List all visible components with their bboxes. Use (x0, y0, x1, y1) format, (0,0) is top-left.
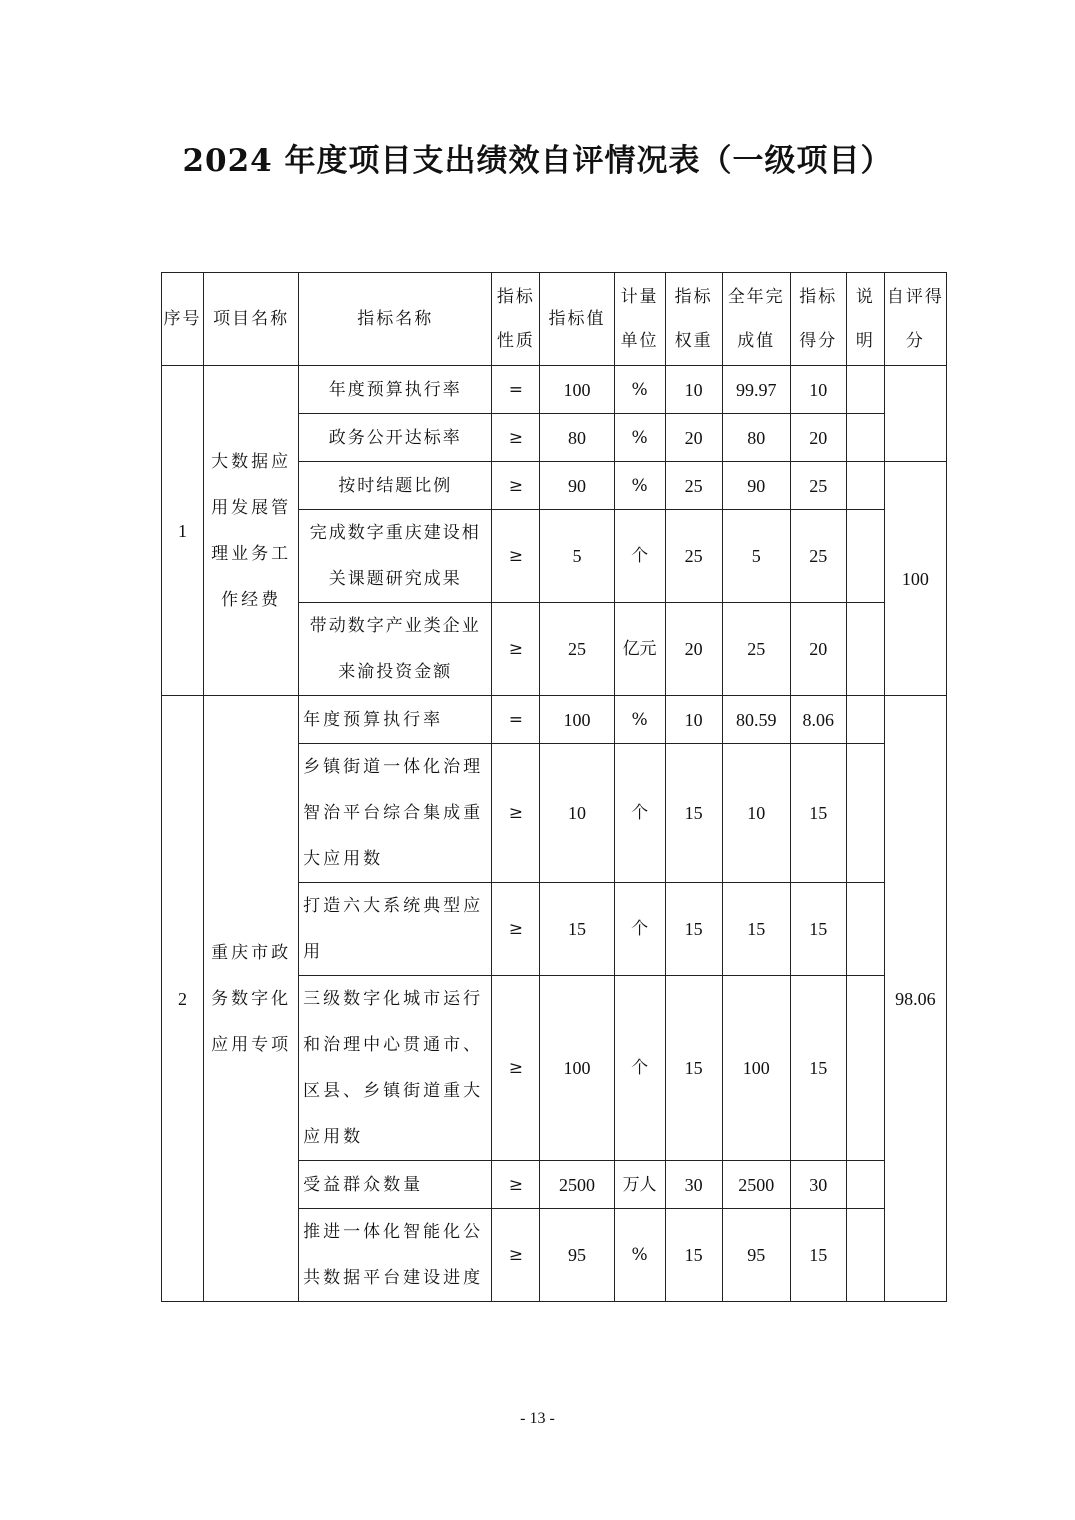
indicator-nature: ≥ (492, 462, 540, 510)
indicator-nature: ≥ (492, 1161, 540, 1209)
indicator-target: 5 (540, 510, 614, 603)
indicator-actual: 80.59 (722, 696, 790, 744)
indicator-note (846, 462, 884, 510)
indicator-note (846, 976, 884, 1161)
indicator-nature: ≥ (492, 510, 540, 603)
indicator-score: 20 (790, 603, 846, 696)
indicator-target: 2500 (540, 1161, 614, 1209)
project-self-score: 100 (884, 462, 946, 696)
indicator-nature: = (492, 366, 540, 414)
page-number: - 13 - (520, 1410, 555, 1427)
indicator-name: 推进一体化智能化公共数据平台建设进度 (299, 1209, 492, 1302)
header-target: 指标值 (540, 273, 614, 366)
indicator-name: 年度预算执行率 (299, 366, 492, 414)
header-project: 项目名称 (204, 273, 299, 366)
header-nature: 指标性质 (492, 273, 540, 366)
indicator-weight: 15 (665, 883, 722, 976)
indicator-note (846, 603, 884, 696)
indicator-score: 25 (790, 462, 846, 510)
indicator-target: 15 (540, 883, 614, 976)
indicator-weight: 20 (665, 603, 722, 696)
indicator-name: 乡镇街道一体化治理智治平台综合集成重大应用数 (299, 744, 492, 883)
indicator-actual: 80 (722, 414, 790, 462)
indicator-actual: 25 (722, 603, 790, 696)
indicator-nature: ≥ (492, 414, 540, 462)
indicator-score: 30 (790, 1161, 846, 1209)
header-note: 说明 (846, 273, 884, 366)
page-title: 2024 年度项目支出绩效自评情况表（一级项目） (182, 143, 893, 179)
indicator-unit: % (614, 366, 665, 414)
indicator-target: 10 (540, 744, 614, 883)
table-row (162, 696, 947, 744)
indicator-score: 15 (790, 744, 846, 883)
indicator-unit: 个 (614, 976, 665, 1161)
indicator-score: 15 (790, 976, 846, 1161)
indicator-actual: 2500 (722, 1161, 790, 1209)
indicator-name: 年度预算执行率 (299, 696, 492, 744)
project-name: 大数据应用发展管理业务工作经费 (204, 366, 299, 696)
indicator-nature: ≥ (492, 1209, 540, 1302)
indicator-score: 25 (790, 510, 846, 603)
header-score: 指标得分 (790, 273, 846, 366)
indicator-actual: 100 (722, 976, 790, 1161)
indicator-name: 打造六大系统典型应用 (299, 883, 492, 976)
performance-table (161, 272, 947, 1302)
indicator-actual: 99.97 (722, 366, 790, 414)
indicator-weight: 10 (665, 696, 722, 744)
indicator-note (846, 1161, 884, 1209)
header-actual: 全年完成值 (722, 273, 790, 366)
indicator-weight: 25 (665, 462, 722, 510)
table-row (162, 366, 947, 414)
indicator-weight: 25 (665, 510, 722, 603)
header-unit: 计量单位 (614, 273, 665, 366)
indicator-note (846, 696, 884, 744)
indicator-actual: 15 (722, 883, 790, 976)
indicator-weight: 20 (665, 414, 722, 462)
indicator-target: 95 (540, 1209, 614, 1302)
indicator-nature: = (492, 696, 540, 744)
indicator-unit: % (614, 1209, 665, 1302)
header-row (162, 273, 947, 366)
self-score-blank (884, 366, 946, 462)
indicator-name: 三级数字化城市运行和治理中心贯通市、区县、乡镇街道重大应用数 (299, 976, 492, 1161)
indicator-nature: ≥ (492, 883, 540, 976)
header-seq: 序号 (162, 273, 204, 366)
indicator-unit: 个 (614, 744, 665, 883)
project-self-score: 98.06 (884, 696, 946, 1302)
project-seq: 1 (162, 366, 204, 696)
indicator-actual: 10 (722, 744, 790, 883)
indicator-nature: ≥ (492, 744, 540, 883)
indicator-note (846, 414, 884, 462)
project-seq: 2 (162, 696, 204, 1302)
indicator-score: 8.06 (790, 696, 846, 744)
indicator-unit: % (614, 462, 665, 510)
indicator-score: 10 (790, 366, 846, 414)
indicator-name: 按时结题比例 (299, 462, 492, 510)
indicator-note (846, 883, 884, 976)
indicator-name: 带动数字产业类企业来渝投资金额 (299, 603, 492, 696)
indicator-weight: 15 (665, 744, 722, 883)
indicator-unit: 个 (614, 883, 665, 976)
header-self-score: 自评得分 (884, 273, 946, 366)
indicator-actual: 5 (722, 510, 790, 603)
indicator-unit: 个 (614, 510, 665, 603)
indicator-note (846, 366, 884, 414)
indicator-actual: 95 (722, 1209, 790, 1302)
indicator-note (846, 510, 884, 603)
project-name: 重庆市政务数字化应用专项 (204, 696, 299, 1302)
indicator-score: 20 (790, 414, 846, 462)
indicator-unit: % (614, 696, 665, 744)
indicator-target: 80 (540, 414, 614, 462)
indicator-target: 100 (540, 366, 614, 414)
indicator-target: 100 (540, 696, 614, 744)
indicator-note (846, 1209, 884, 1302)
indicator-name: 受益群众数量 (299, 1161, 492, 1209)
indicator-score: 15 (790, 883, 846, 976)
indicator-actual: 90 (722, 462, 790, 510)
indicator-score: 15 (790, 1209, 846, 1302)
indicator-target: 100 (540, 976, 614, 1161)
indicator-unit: % (614, 414, 665, 462)
indicator-unit: 亿元 (614, 603, 665, 696)
indicator-unit: 万人 (614, 1161, 665, 1209)
indicator-name: 完成数字重庆建设相关课题研究成果 (299, 510, 492, 603)
indicator-weight: 10 (665, 366, 722, 414)
indicator-target: 90 (540, 462, 614, 510)
indicator-weight: 15 (665, 976, 722, 1161)
indicator-target: 25 (540, 603, 614, 696)
indicator-name: 政务公开达标率 (299, 414, 492, 462)
indicator-nature: ≥ (492, 976, 540, 1161)
indicator-nature: ≥ (492, 603, 540, 696)
indicator-weight: 30 (665, 1161, 722, 1209)
indicator-weight: 15 (665, 1209, 722, 1302)
header-indicator: 指标名称 (299, 273, 492, 366)
header-weight: 指标权重 (665, 273, 722, 366)
indicator-note (846, 744, 884, 883)
